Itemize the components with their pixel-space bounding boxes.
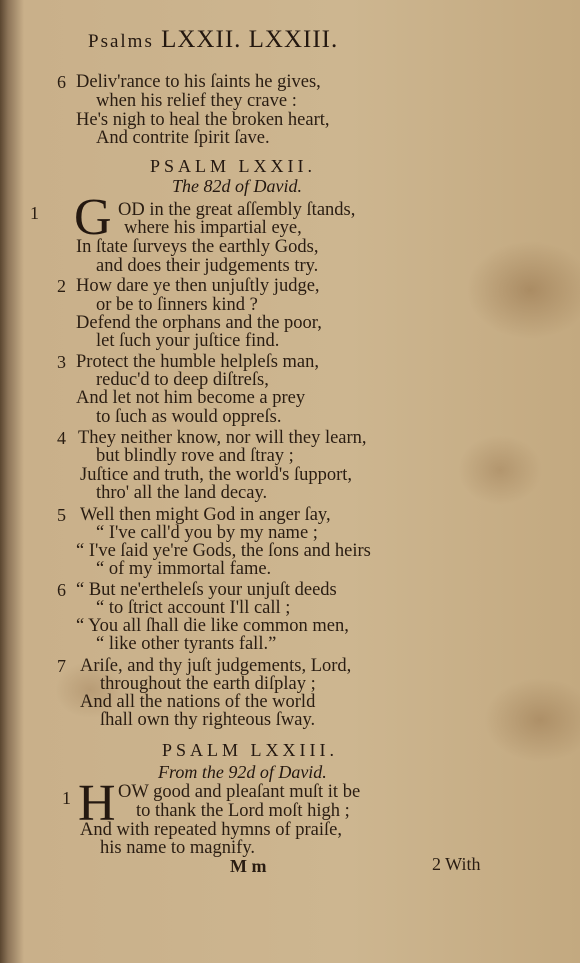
verse-line: or be to ſinners kind ?: [96, 295, 258, 315]
verse-line: OD in the great aſſembly ſtands,: [118, 200, 356, 220]
running-head-word: Psalms: [88, 31, 154, 52]
verse-line: reduc'd to deep diſtreſs,: [96, 370, 269, 390]
verse-line: He's nigh to heal the broken heart,: [76, 110, 330, 130]
verse-line: They neither know, nor will they learn,: [78, 428, 367, 448]
verse-number: 6: [57, 72, 66, 92]
verse-line: “ You all ſhall die like common men,: [76, 616, 349, 636]
verse-line: to ſuch as would oppreſs.: [96, 407, 282, 427]
drop-cap: G: [74, 189, 112, 246]
verse-line: Defend the orphans and the poor,: [76, 313, 322, 333]
verse-line: “ I've ſaid ye're Gods, the ſons and heirs: [76, 541, 371, 561]
verse-number: 2: [57, 276, 66, 296]
psalm-title: PSALM LXXIII.: [162, 740, 338, 760]
verse-line: And contrite ſpirit ſave.: [96, 128, 270, 148]
verse-number: 7: [57, 656, 66, 676]
verse-line: Ariſe, and thy juſt judgements, Lord,: [80, 656, 352, 676]
running-head-numbers: LXXII. LXXIII.: [161, 26, 339, 53]
verse-line: and does their judgements try.: [96, 256, 319, 276]
verse-line: throughout the earth diſplay ;: [100, 674, 316, 694]
verse-line: his name to magnify.: [100, 838, 255, 858]
psalm-subtitle: From the 92d of David.: [158, 762, 327, 782]
verse-line: thro' all the land decay.: [96, 483, 268, 503]
drop-cap: H: [78, 775, 116, 832]
verse-line: Deliv'rance to his ſaints he gives,: [76, 72, 321, 92]
verse-number: 1: [30, 203, 39, 223]
verse-line: “ to ſtrict account I'll call ;: [96, 598, 291, 618]
verse-line: And with repeated hymns of praiſe,: [80, 820, 343, 840]
verse-line: when his relief they crave :: [96, 91, 297, 111]
running-head: [88, 26, 338, 54]
verse-line: OW good and pleaſant muſt it be: [118, 782, 361, 802]
catchword: 2 With: [432, 854, 481, 874]
verse-line: but blindly rove and ſtray ;: [96, 446, 294, 466]
verse-line: How dare ye then unjuſtly judge,: [76, 276, 320, 296]
verse-line: to thank the Lord moſt high ;: [136, 801, 350, 821]
verse-line: let ſuch your juſtice find.: [96, 331, 280, 351]
verse-line: And all the nations of the world: [80, 692, 316, 712]
verse-number: 3: [57, 352, 66, 372]
psalm-title: PSALM LXXII.: [150, 156, 317, 176]
verse-number: 6: [57, 580, 66, 600]
verse-line: Juſtice and truth, the world's ſupport,: [80, 465, 353, 485]
verse-line: In ſtate ſurveys the earthly Gods,: [76, 237, 319, 257]
signature-mark: M m: [230, 856, 267, 876]
verse-line: Well then might God in anger ſay,: [80, 505, 331, 525]
verse-line: “ I've call'd you by my name ;: [96, 523, 318, 543]
verse-line: Protect the humble helpleſs man,: [76, 352, 320, 372]
verse-number: 4: [57, 428, 66, 448]
psalm-subtitle: The 82d of David.: [172, 176, 302, 196]
verse-line: “ But ne'ertheleſs your unjuſt deeds: [76, 580, 337, 600]
verse-number: 5: [57, 505, 66, 525]
verse-number: 1: [62, 788, 71, 808]
verse-line: ſhall own thy righteous ſway.: [100, 710, 316, 730]
verse-line: “ like other tyrants fall.”: [96, 634, 277, 654]
verse-line: where his impartial eye,: [124, 218, 302, 238]
verse-line: And let not him become a prey: [76, 388, 306, 408]
verse-line: “ of my immortal fame.: [96, 559, 272, 579]
